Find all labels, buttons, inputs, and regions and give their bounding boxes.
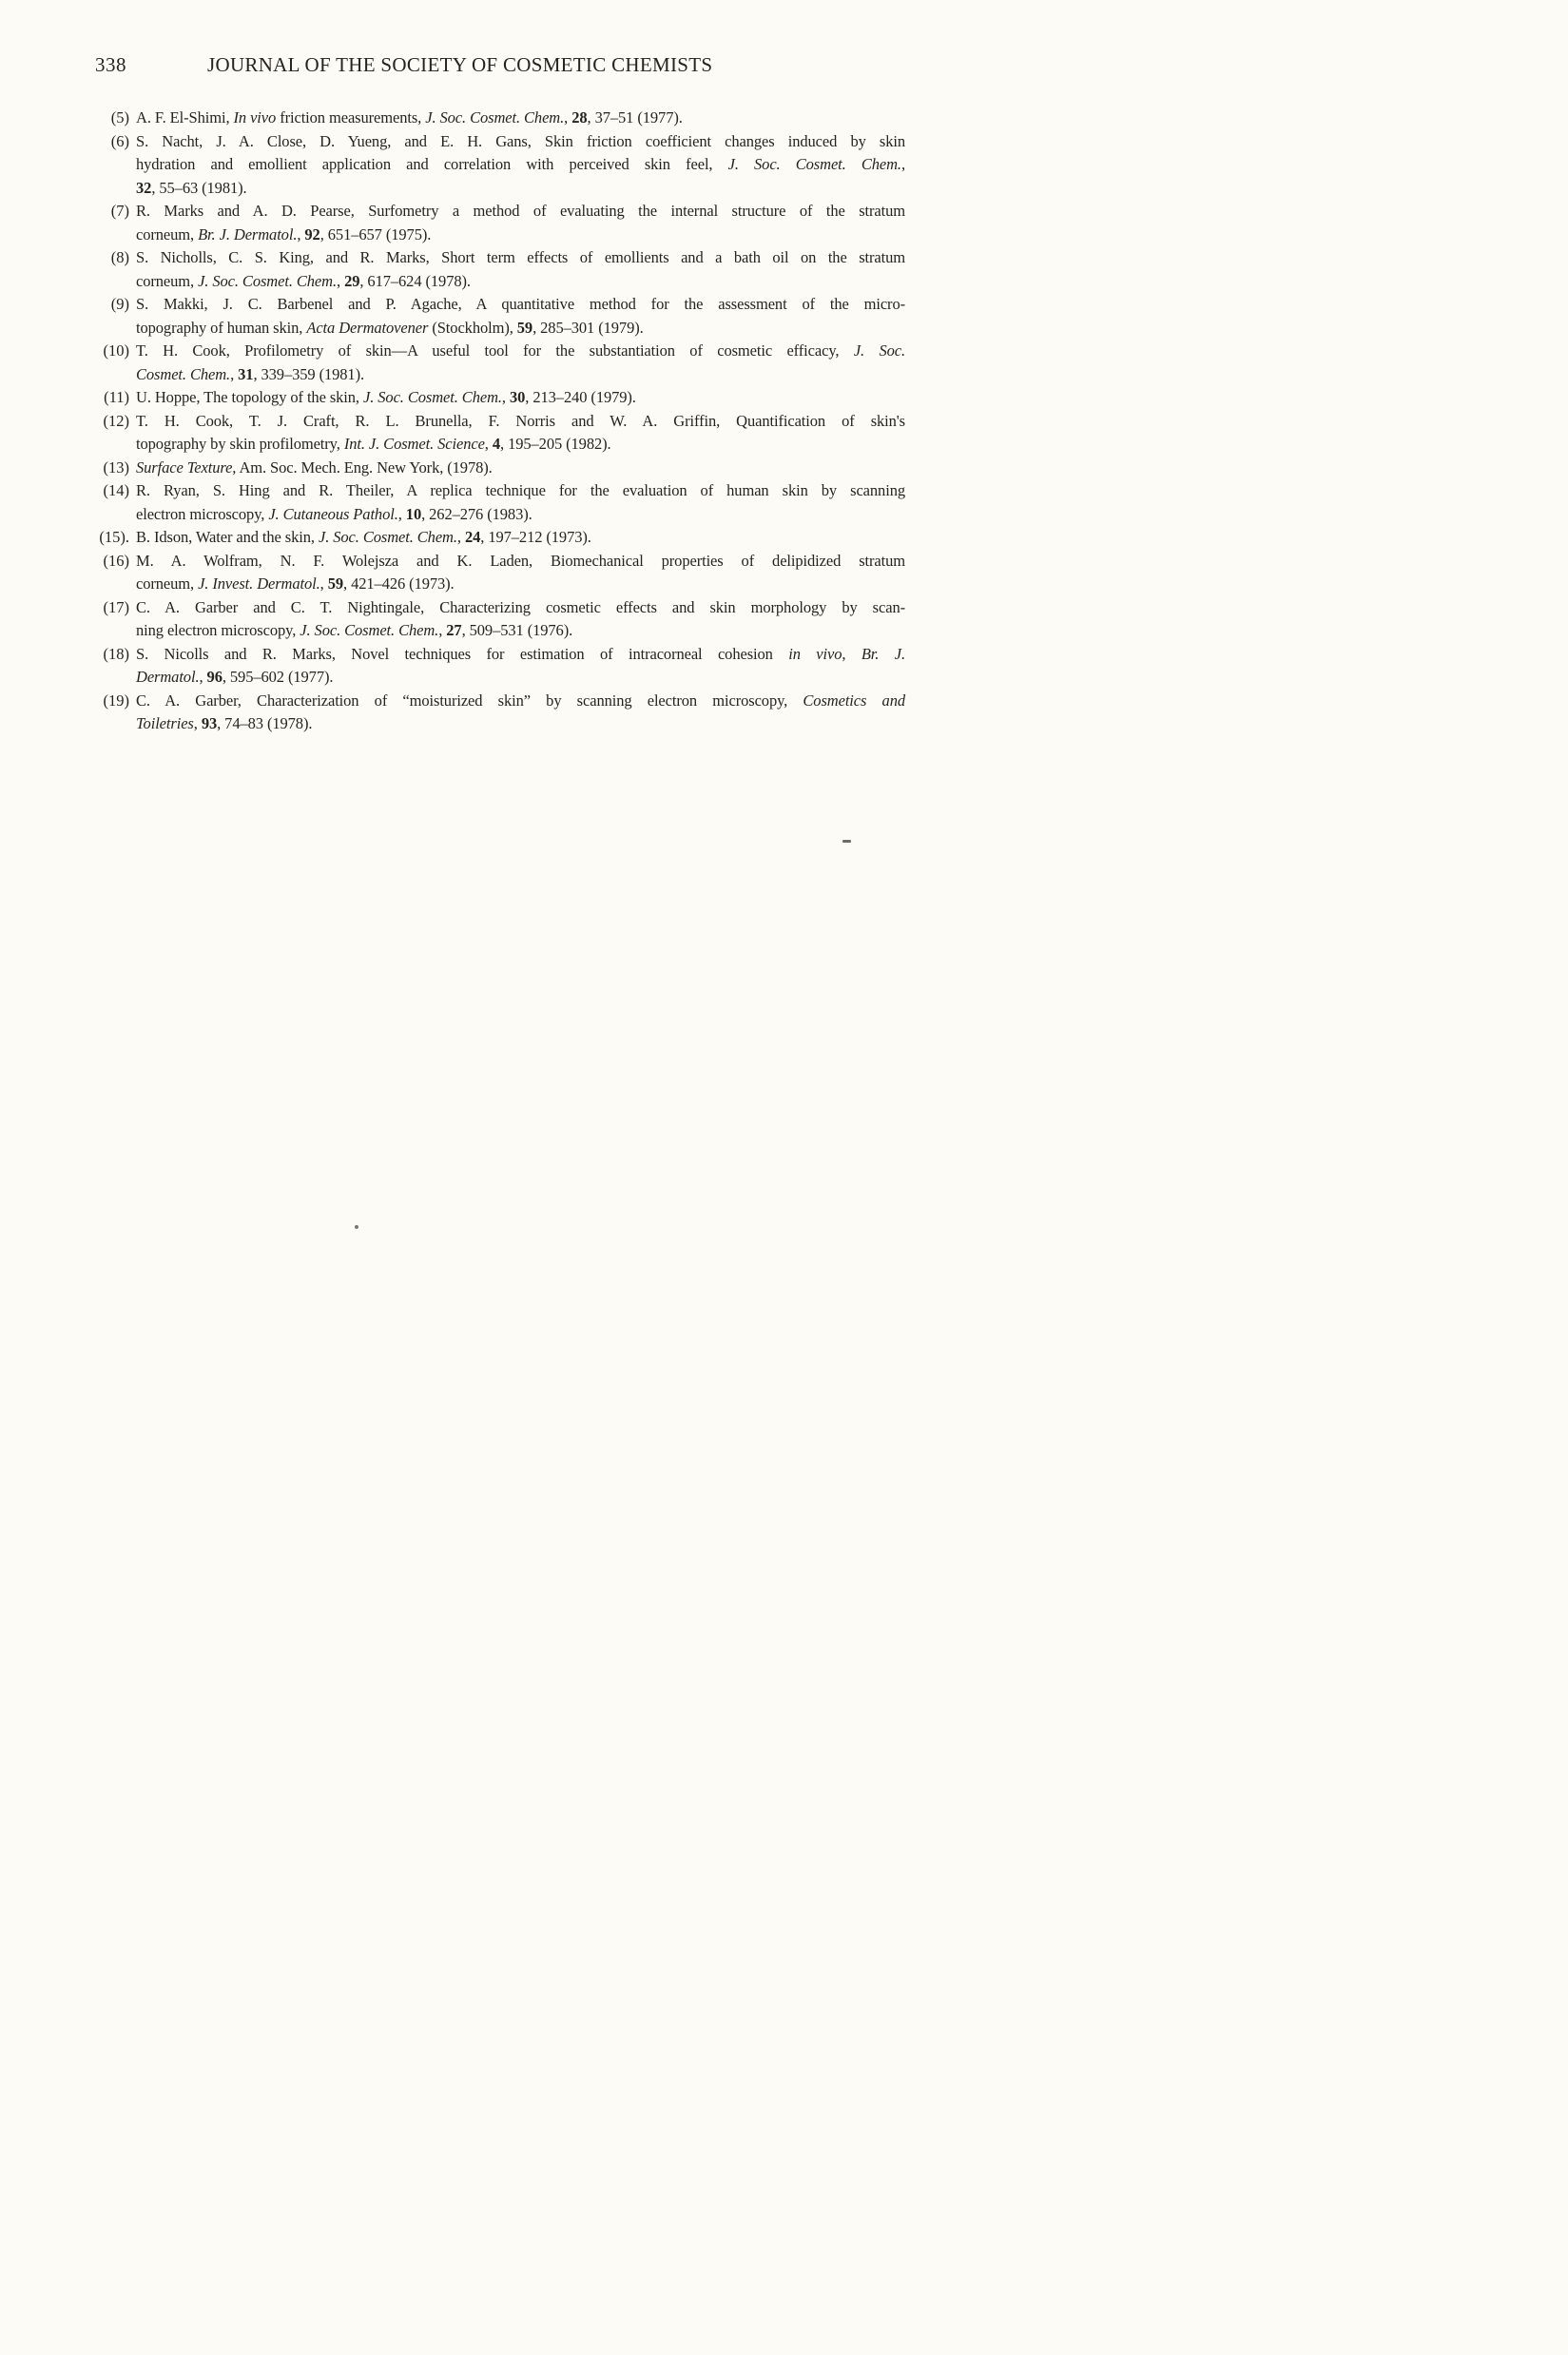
reference-item	[95, 200, 905, 246]
reference-body: S. Nacht, J. A. Close, D. Yueng, and E. H. Gans, Skin friction coefficient changes induced by skin hydration and emollient application and correlation with perceived skin feel, J. Soc. Cosmet. Chem., 32, 55–63 (1981).	[136, 131, 905, 197]
reference-label: (15).	[99, 528, 129, 546]
reference-label: (8)	[110, 248, 129, 266]
page-number: 338	[95, 53, 126, 76]
reference-body: R. Marks and A. D. Pearse, Surfometry a method of evaluating the internal structure of the stratum corneum, Br. J. Dermatol., 92, 651–657 (1975).	[136, 202, 905, 243]
reference-label: (16)	[103, 551, 129, 570]
reference-item	[95, 293, 905, 340]
reference-label: (18)	[103, 644, 129, 663]
reference-item	[95, 107, 905, 130]
reference-label: (5)	[110, 108, 129, 127]
reference-label: (14)	[103, 481, 129, 499]
scan-speck	[355, 1225, 358, 1229]
reference-body: A. F. El-Shimi, In vivo friction measurements, J. Soc. Cosmet. Chem., 28, 37–51 (1977).	[136, 108, 683, 127]
reference-body: T. H. Cook, Profilometry of skin—A useful tool for the substantiation of cosmetic efficacy, J. Soc. Cosmet. Chem., 31, 339–359 (1981).	[136, 341, 905, 383]
reference-label: (7)	[110, 202, 129, 220]
reference-label: (11)	[104, 388, 129, 406]
reference-body: Surface Texture, Am. Soc. Mech. Eng. New York, (1978).	[136, 457, 493, 477]
reference-item	[95, 550, 905, 596]
reference-label: (13)	[103, 457, 129, 477]
reference-body: C. A. Garber and C. T. Nightingale, Characterizing cosmetic effects and skin morphology by scan- ning electron microscopy, J. Soc. Cosmet. Chem., 27, 509–531 (1976).	[136, 597, 905, 639]
reference-label: (6)	[110, 131, 129, 150]
reference-body: T. H. Cook, T. J. Craft, R. L. Brunella, F. Norris and W. A. Griffin, Quantification of skin's topography by skin profilometry, Int. J. Cosmet. Science, 4, 195–205 (1982).	[136, 411, 905, 453]
reference-item	[95, 410, 905, 457]
reference-body: B. Idson, Water and the skin, J. Soc. Cosmet. Chem., 24, 197–212 (1973).	[136, 528, 591, 546]
reference-body: U. Hoppe, The topology of the skin, J. Soc. Cosmet. Chem., 30, 213–240 (1979).	[136, 388, 636, 406]
reference-label: (19)	[103, 691, 129, 710]
reference-item	[95, 596, 905, 643]
reference-list	[95, 107, 905, 736]
reference-body: C. A. Garber, Characterization of “moisturized skin” by scanning electron microscopy, Cosmetics and Toiletries, 93, 74–83 (1978).	[136, 691, 905, 732]
reference-item	[95, 643, 905, 690]
reference-item	[95, 386, 905, 410]
reference-label: (12)	[103, 411, 129, 430]
scan-speck	[842, 840, 851, 843]
journal-title: JOURNAL OF THE SOCIETY OF COSMETIC CHEMISTS	[207, 53, 713, 76]
reference-item	[95, 526, 905, 550]
reference-item	[95, 340, 905, 386]
reference-body: M. A. Wolfram, N. F. Wolejsza and K. Laden, Biomechanical properties of delipidized stratum corneum, J. Invest. Dermatol., 59, 421–426 (1973).	[136, 551, 905, 593]
reference-body: S. Nicolls and R. Marks, Novel techniques for estimation of intracorneal cohesion in vivo, Br. J. Dermatol., 96, 595–602 (1977).	[136, 644, 905, 686]
reference-item	[95, 690, 905, 736]
reference-label: (9)	[110, 295, 129, 313]
reference-item	[95, 246, 905, 293]
reference-label: (10)	[103, 341, 129, 360]
reference-item	[95, 457, 905, 480]
reference-item	[95, 479, 905, 526]
reference-body: S. Nicholls, C. S. King, and R. Marks, Short term effects of emollients and a bath oil on the stratum corneum, J. Soc. Cosmet. Chem., 29, 617–624 (1978).	[136, 248, 905, 290]
reference-label: (17)	[103, 597, 129, 616]
reference-item	[95, 130, 905, 201]
reference-body: R. Ryan, S. Hing and R. Theiler, A replica technique for the evaluation of human skin by scanning electron microscopy, J. Cutaneous Pathol., 10, 262–276 (1983).	[136, 481, 905, 523]
reference-body: S. Makki, J. C. Barbenel and P. Agache, A quantitative method for the assessment of the micro- topography of human skin, Acta Dermatovener (Stockholm), 59, 285–301 (1979).	[136, 295, 905, 337]
